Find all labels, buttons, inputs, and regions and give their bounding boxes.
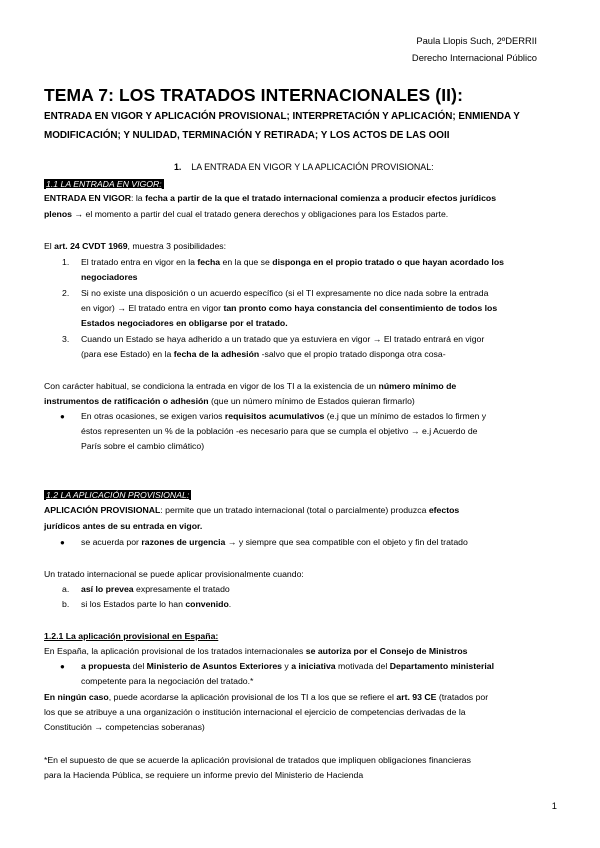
- bullet-icon: ●: [60, 412, 65, 421]
- habitual-line-2: instrumentos de ratificación o adhesión (que un número mínimo de Estados quieran firmarlo): [44, 396, 415, 406]
- entrada-definition-line-1: ENTRADA EN VIGOR: la fecha a partir de la que el tratado internacional comienza a producir efectos jurídicos: [44, 193, 497, 203]
- header-subject: Derecho Internacional Público: [411, 52, 537, 63]
- aplicacion-definition-line-2: jurídicos antes de su entrada en vigor.: [44, 521, 203, 531]
- habitual-line-1: Con carácter habitual, se condiciona la entrada en vigor de los TI a la existencia de un número mínimo de: [44, 381, 457, 391]
- bullet-icon: ●: [60, 662, 65, 671]
- entrada-definition-line-2: plenos → el momento a partir del cual el tratado genera derechos y obligaciones para los Estados parte.: [44, 209, 449, 219]
- bullet-icon: ●: [60, 538, 65, 547]
- art24-intro: El art. 24 CVDT 1969, muestra 3 posibilidades:: [44, 241, 227, 251]
- ningun-caso-line-1: En ningún caso, puede acordarse la aplicación provisional de los TI a los que se refiere el art. 93 CE (tratados por: [44, 692, 489, 702]
- ningun-caso-line-2: los que se atribuye a una organización o institución internacional el ejercicio de competencias derivadas de la: [44, 707, 466, 717]
- page-title: TEMA 7: LOS TRATADOS INTERNACIONALES (II):: [44, 85, 463, 105]
- section-1-heading: 1. LA ENTRADA EN VIGOR Y LA APLICACIÓN PROVISIONAL:: [174, 162, 434, 172]
- section-1-1-heading: 1.1 LA ENTRADA EN VIGOR:: [46, 179, 162, 189]
- ningun-caso-line-3: Constitución → competencias soberanas): [44, 722, 205, 732]
- footnote-line-1: *En el supuesto de que se acuerde la aplicación provisional de tratados que impliquen obligaciones financieras: [44, 755, 471, 765]
- subtitle-line-2: MODIFICACIÓN; Y NULIDAD, TERMINACIÓN Y RETIRADA; Y LOS ACTOS DE LAS OOII: [44, 130, 450, 141]
- aplicacion-definition-line-1: APLICACIÓN PROVISIONAL: permite que un tratado internacional (total o parcialmente) produzca efectos: [44, 505, 460, 515]
- header-author: Paula Llopis Such, 2ºDERRII: [416, 35, 537, 46]
- document-page: Paula Llopis Such, 2ºDERRII Derecho Internacional Público TEMA 7: LOS TRATADOS INTERNACIONALES (II): ENTRADA EN VIGOR Y APLICACIÓN PROVISIONAL; INTERPRETACIÓN Y APLICACIÓN; ENMIENDA Y MODIFICACIÓN; Y NULIDAD, TERMINACIÓN Y RETIRADA; Y LOS ACTOS DE LAS OOII 1. LA ENTRADA EN VIGOR Y LA APLICACIÓN PROVISIONAL: 1.1 LA ENTRADA EN VIGOR: ENTRADA EN VIGOR: la fecha a partir de la que el tratado internacional comienza a producir efectos jurídicos plenos → el momento a partir del cual el tratado genera derechos y obligaciones para los Estados parte. El art. 24 CVDT 1969, muestra 3 posibilidades: 1. El tratado entra en vigor en la fecha en la que se disponga en el propio tratado o que hayan acordado los negociadores 2. Si no existe una disposición o un acuerdo específico (si el TI expresamente no dice nada sobre la entrada en vigor) → El tratado entra en vigor tan pronto como haya constancia del consentimiento de todos los Estados negociadores en obligarse por el tratado. 3. Cuando un Estado se haya adherido a un tratado que ya estuviera en vigor → El tratado entrará en vigor (para ese Estado) en la fecha de la adhesión -salvo que el propio tratado disponga otra cosa- Con carácter habitual, se condiciona la entrada en vigor de los TI a la existencia de un número mínimo de instrumentos de ratificación o adhesión (que un número mínimo de Estados quieran firmarlo) ● En otras ocasiones, se exigen varios requisitos acumulativos (e.j que un mínimo de estados lo firmen y éstos representen un % de la población -es necesario para que se cumpla el objetivo → e.j Acuerdo de París sobre el cambio climático) 1.2 LA APLICACIÓN PROVISIONAL: APLICACIÓN PROVISIONAL: permite que un tratado internacional (total o parcialmente) produzca efectos jurídicos antes de su entrada en vigor. ● se acuerda por razones de urgencia → y siempre que sea compatible con el objeto y fin del tratado Un tratado internacional se puede aplicar provisionalmente cuando: a. así lo prevea expresamente el tratado b. si los Estados parte lo han convenido. 1.2.1 La aplicación provisional en España: En España, la aplicación provisional de los tratados internacionales se autoriza por el Consejo de Ministros ● a propuesta del Ministerio de Asuntos Exteriores y a iniciativa motivada del Departamento ministerial competente para la negociación del tratado.* En ningún caso, puede acordarse la aplicación provisional de los TI a los que se refiere el art. 93 CE (tratados por los que se atribuye a una organización o institución internacional el ejercicio de competencias derivadas de la Constitución → competencias soberanas) *En el supuesto de que se acuerde la aplicación provisional de tratados que impliquen obligaciones financieras para la Hacienda Pública, se requiere un informe previo del Ministerio de Hacienda 1: [44, 35, 557, 811]
- section-1-2-1-heading: 1.2.1 La aplicación provisional en España:: [44, 631, 219, 641]
- page-number: 1: [551, 800, 557, 811]
- spain-line-1: En España, la aplicación provisional de los tratados internacionales se autoriza por el Consejo de Ministros: [44, 646, 468, 656]
- subtitle-line-1: ENTRADA EN VIGOR Y APLICACIÓN PROVISIONAL; INTERPRETACIÓN Y APLICACIÓN; ENMIENDA Y: [44, 111, 520, 122]
- footnote-line-2: para la Hacienda Pública, se requiere un informe previo del Ministerio de Hacienda: [44, 770, 364, 780]
- conditions-intro: Un tratado internacional se puede aplicar provisionalmente cuando:: [44, 569, 304, 579]
- section-1-2-heading: 1.2 LA APLICACIÓN PROVISIONAL:: [46, 490, 190, 500]
